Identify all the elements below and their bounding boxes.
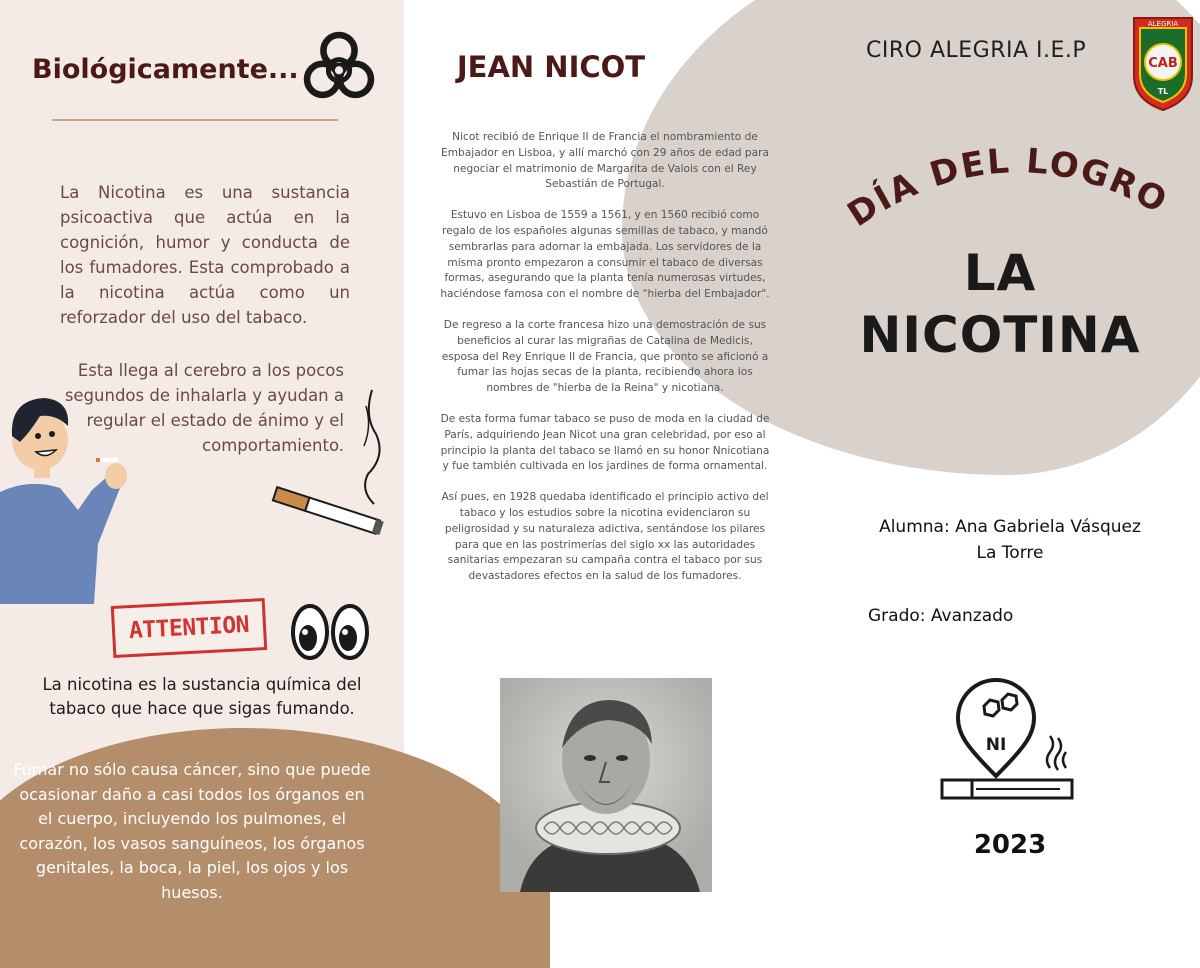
biohazard-icon <box>296 26 382 108</box>
cigarette-icon <box>268 386 392 542</box>
jean-nicot-heading: JEAN NICOT <box>456 50 646 84</box>
main-title <box>820 242 1180 366</box>
logo-ni-text: NI <box>985 735 1007 755</box>
student-name <box>840 514 1180 566</box>
school-name: CIRO ALEGRIA I.E.P <box>866 38 1087 63</box>
jean-nicot-biography <box>440 130 770 600</box>
brain-effect-text: Esta llega al cerebro a los pocos segundos de inhalarla y ayudan a regular el estado de ánimo y el comportamiento. <box>64 361 344 455</box>
school-crest-logo <box>1130 14 1196 112</box>
subtitle-arc <box>826 132 1186 252</box>
biography-paragraph: Estuvo en Lisboa de 1559 a 1561, y en 1560 recibió como regalo de los españoles algunas semillas de tabaco, y mandó sembrarlas para adornar la embajada. Los servidores de la misma pronto empezaron a consumir el tabaco de diversas formas, asegurando que la planta tenía numerosas virtudes, haciéndose famosa con el nombre de "hierba del Embajador". <box>440 209 770 301</box>
chemical-text: La nicotina es la sustancia química del tabaco que hace que sigas fumando. <box>42 675 362 718</box>
nicotine-logo-icon <box>936 676 1078 806</box>
biography-paragraph: De regreso a la corte francesa hizo una demostración de sus beneficios al curar las migrañas de Catalina de Medicis, esposa del Rey Enrique II de Francia, que pronto se aficionó a fumar las hojas secas de la planta, recibiendo ahora los nombres de "hierba de la Reina" y nicotiana. <box>441 318 769 395</box>
attention-label: ATTENTION <box>128 611 250 645</box>
title-line-la: LA <box>963 244 1037 302</box>
subtitle-dia-del-logro: DÍA DEL LOGRO <box>840 141 1175 235</box>
biography-paragraph: Así pues, en 1928 quedaba identificado el principio activo del tabaco y los estudios sobre la nicotina evidenciaron su peligrosidad y su naturaleza adictiva, sentándose los pilares para que en las postrimerías del siglo xx las autoridades sanitarias empezaran su campaña contra el tabaco por sus devastadores efectos en la salud de los fumadores. <box>441 491 769 583</box>
eyes-icon <box>290 600 370 664</box>
crest-top-text: ALEGRIA <box>1147 20 1179 28</box>
health-damage-text: Fumar no sólo causa cáncer, sino que puede ocasionar daño a casi todos los órganos en el cuerpo, incluyendo los pulmones, el corazón, los vasos sanguíneos, los órganos genitales, la boca, la piel, los ojos y los huesos. <box>13 760 371 902</box>
jean-nicot-portrait <box>500 678 712 892</box>
attention-stamp <box>111 598 268 658</box>
student-line-1: Alumna: Ana Gabriela Vásquez <box>879 517 1141 537</box>
section-divider <box>52 119 338 121</box>
title-line-nicotina: NICOTINA <box>859 306 1141 364</box>
svg-text:DÍA DEL LOGRO <box>841 141 1175 235</box>
nicotine-definition-text: La Nicotina es una sustancia psicoactiva que actúa en la cognición, humor y conducta de los fumadores. Esta comprobado a la nicotina actúa como un reforzador del uso del tabaco. <box>60 183 350 327</box>
student-line-2: La Torre <box>976 543 1044 563</box>
year-label: 2023 <box>973 830 1047 860</box>
crest-initials: CAB <box>1148 56 1178 71</box>
grade-label: Grado: Avanzado <box>868 606 1014 626</box>
biography-paragraph: Nicot recibió de Enrique II de Francia el nombramiento de Embajador en Lisboa, y allí marchó con 29 años de edad para negociar el matrimonio de Margarita de Valois con el Rey Sebastián de Portugal. <box>441 131 769 191</box>
smoker-illustration <box>0 392 140 604</box>
biography-paragraph: De esta forma fumar tabaco se puso de moda en la ciudad de París, adquiriendo Jean Nicot una gran celebridad, por eso al principio la planta del tabaco se llamó en su honor Nnicotiana y fue también cultivada en los jardines de forma ornamental. <box>440 412 770 473</box>
left-heading: Biológicamente... <box>32 54 299 85</box>
crest-bottom-text: TL <box>1157 87 1169 96</box>
